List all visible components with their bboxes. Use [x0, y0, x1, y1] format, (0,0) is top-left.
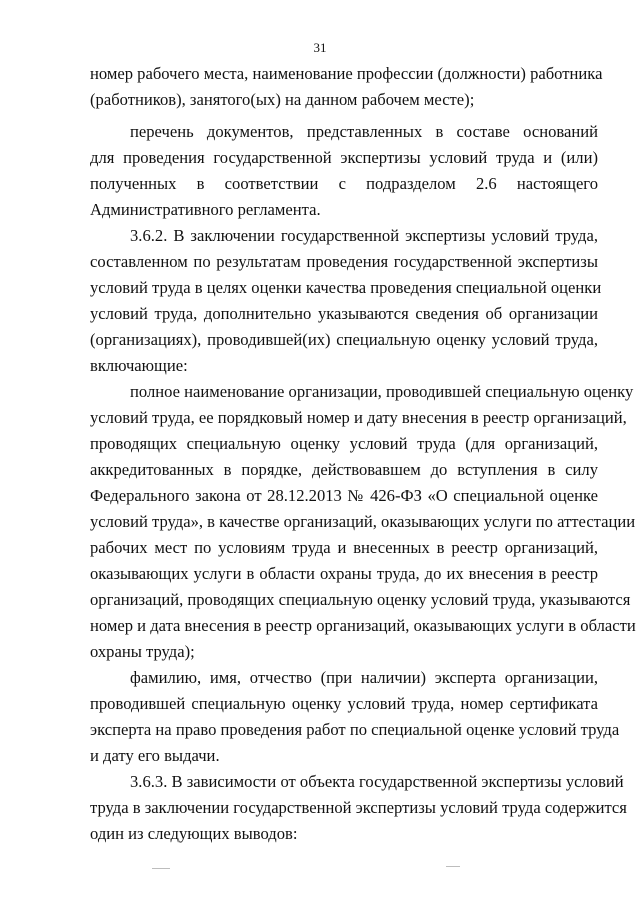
text-line: составленном по результатам проведения государственной экспертизы: [90, 252, 598, 271]
text-line: эксперта на право проведения работ по специальной оценке условий труда: [90, 720, 620, 739]
text-line: проводящих специальную оценку условий труда (для организаций,: [90, 434, 598, 453]
text-line: рабочих мест по условиям труда и внесенных в реестр организаций,: [90, 538, 598, 557]
text-line: 3.6.3. В зависимости от объекта государственной экспертизы условий: [130, 772, 624, 791]
text-line: фамилию, имя, отчество (при наличии) эксперта организации,: [130, 668, 598, 687]
text-line: перечень документов, представленных в составе оснований: [130, 122, 598, 141]
text-line: номер рабочего места, наименование профессии (должности) работника: [90, 64, 603, 83]
scan-mark: [152, 868, 170, 869]
text-line: условий труда, ее порядковый номер и дату внесения в реестр организаций,: [90, 408, 627, 427]
text-line: проводившей специальную оценку условий труда, номер сертификата: [90, 694, 598, 713]
text-line: (организациях), проводившей(их) специальную оценку условий труда,: [90, 330, 598, 349]
text-line: один из следующих выводов:: [90, 824, 298, 843]
text-line: (работников), занятого(ых) на данном рабочем месте);: [90, 90, 475, 109]
text-line: полученных в соответствии с подразделом 2.6 настоящего: [90, 174, 598, 193]
text-line: Административного регламента.: [90, 200, 321, 219]
text-line: и дату его выдачи.: [90, 746, 220, 765]
text-line: для проведения государственной экспертизы условий труда и (или): [90, 148, 598, 167]
text-line: Федерального закона от 28.12.2013 № 426-ФЗ «О специальной оценке: [90, 486, 598, 505]
text-line: условий труда», в качестве организаций, оказывающих услуги по аттестации: [90, 512, 636, 531]
text-line: труда в заключении государственной экспертизы условий труда содержится: [90, 798, 627, 817]
text-line: аккредитованных в порядке, действовавшем до вступления в силу: [90, 460, 598, 479]
text-line: включающие:: [90, 356, 188, 375]
text-line: номер и дата внесения в реестр организаций, оказывающих услуги в области: [90, 616, 636, 635]
text-line: условий труда, дополнительно указываются сведения об организации: [90, 304, 598, 323]
page-number: 31: [313, 40, 327, 55]
text-line: полное наименование организации, проводившей специальную оценку: [130, 382, 634, 401]
text-line: 3.6.2. В заключении государственной экспертизы условий труда,: [130, 226, 598, 245]
scan-mark: [446, 866, 460, 867]
text-line: охраны труда);: [90, 642, 195, 661]
text-line: организаций, проводящих специальную оценку условий труда, указываются: [90, 590, 631, 609]
text-line: оказывающих услуги в области охраны труда, до их внесения в реестр: [90, 564, 598, 583]
text-line: условий труда в целях оценки качества проведения специальной оценки: [90, 278, 602, 297]
